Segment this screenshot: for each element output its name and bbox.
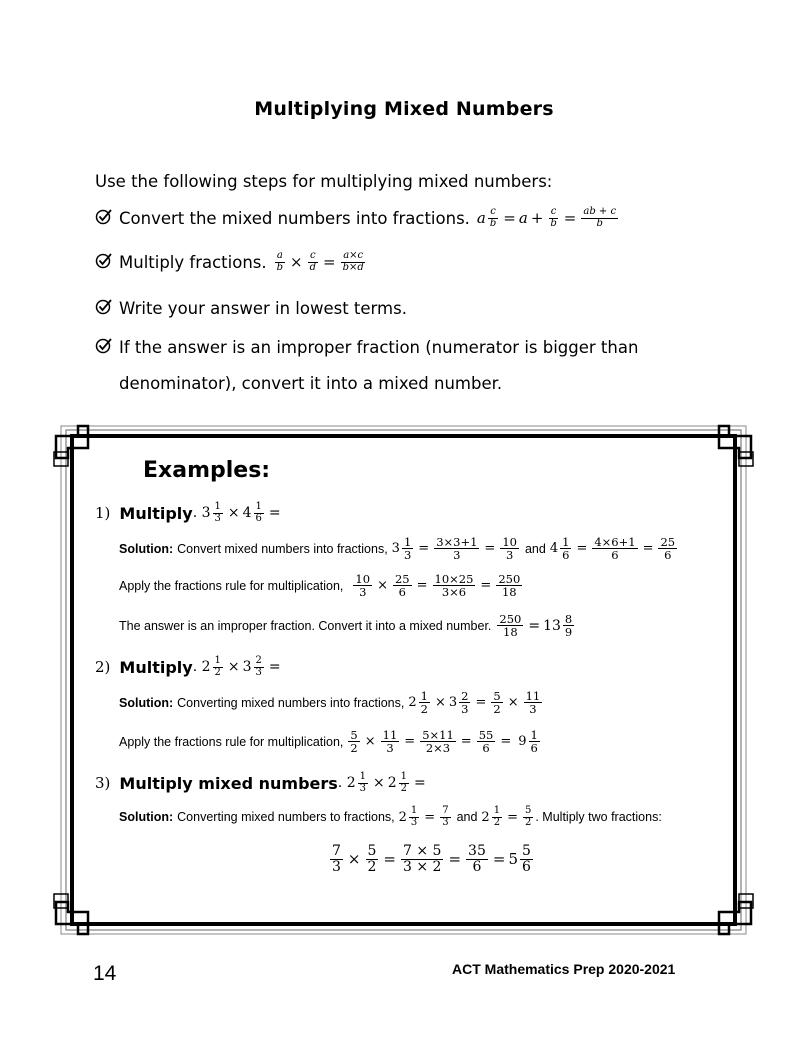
example-1-question	[95, 502, 284, 524]
example-3-conversion-2: 2 $\frac{1}{2}$ = $\frac{5}{2}$	[481, 805, 532, 828]
step-text: Write your answer in lowest terms.	[119, 298, 407, 318]
example-3-expression: . 2 $\frac{1}{3}$ × 2 $\frac{1}{2}$ =	[337, 771, 426, 794]
page-title: Multiplying Mixed Numbers	[254, 98, 554, 120]
solution-text: Converting mixed numbers into fractions,	[177, 695, 405, 710]
example-2-expression: . 2 $\frac{1}{2}$ × 3 $\frac{2}{3}$ =	[192, 655, 281, 678]
example-2-question	[95, 656, 284, 678]
example-1-expression: . 3 $\frac{1}{3}$ × 4 $\frac{1}{6}$ =	[192, 501, 281, 524]
solution-text: . Multiply two fractions:	[535, 810, 662, 824]
example-number: 2)	[95, 658, 111, 676]
step-2	[95, 251, 368, 273]
example-1-multiply	[119, 573, 524, 598]
solution-label: Solution:	[119, 695, 174, 710]
step-text: Multiply fractions.	[119, 252, 267, 272]
example-2-conversion: 2 $\frac{1}{2}$ × 3 $\frac{2}{3}$ = $\frac{5}{2}$ × $\frac{11}{3}$	[408, 689, 541, 717]
example-1-answer	[119, 613, 576, 638]
step-4-continued: denominator), convert it into a mixed number.	[119, 374, 503, 393]
example-3-solution	[119, 806, 662, 828]
example-number: 1)	[95, 504, 111, 522]
example-1-solution	[119, 536, 679, 561]
examples-heading: Examples:	[143, 458, 271, 483]
step-3	[95, 297, 407, 319]
step-text: If the answer is an improper fraction (numerator is bigger than	[119, 337, 639, 357]
intro-text: Use the following steps for multiplying mixed numbers:	[95, 172, 553, 191]
example-3-question	[95, 772, 429, 794]
and-text: and	[456, 810, 478, 824]
example-label: Multiply mixed numbers	[119, 773, 338, 793]
mixed-to-fraction-formula: a $\frac{c}{b}$ = a + $\frac{c}{b}$ = $\frac{ab + c}{b}$	[476, 206, 617, 229]
solution-label: Solution:	[119, 541, 174, 556]
example-1-product: $\frac{10}{3}$ × $\frac{25}{6}$ = $\frac{10\times 25}{3\times 6}$ = $\frac{250}{18}$	[355, 572, 521, 600]
check-circle-icon	[95, 297, 115, 319]
example-1-conversion-2: 4 $\frac{1}{6}$ = $\frac{4\times 6+1}{6}$ = $\frac{25}{6}$	[549, 535, 676, 563]
page-number: 14	[93, 962, 117, 985]
solution-text: The answer is an improper fraction. Convert it into a mixed number.	[119, 618, 492, 633]
book-title: ACT Mathematics Prep 2020-2021	[452, 961, 676, 977]
example-label: Multiply	[119, 503, 193, 523]
solution-label: Solution:	[119, 810, 174, 824]
example-2-multiply	[119, 729, 542, 754]
check-circle-icon	[95, 207, 115, 229]
and-text: and	[524, 541, 546, 556]
example-number: 3)	[95, 774, 111, 792]
example-2-product: $\frac{5}{2}$ × $\frac{11}{3}$ = $\frac{5\times 11}{2\times 3}$ = $\frac{55}{6}$ = 9 $\frac{1}{6}$	[350, 728, 538, 756]
step-text: Convert the mixed numbers into fractions.	[119, 208, 470, 228]
example-2-solution	[119, 690, 544, 715]
example-1-conversion: 3 $\frac{1}{3}$ = $\frac{3\times 3+1}{3}$ = $\frac{10}{3}$	[391, 535, 517, 563]
check-circle-icon	[95, 336, 115, 358]
solution-text: Converting mixed numbers to fractions,	[177, 810, 395, 824]
example-3-conversion: 2 $\frac{1}{3}$ = $\frac{7}{3}$	[398, 805, 449, 828]
step-1	[95, 207, 620, 229]
step-4	[95, 336, 638, 358]
example-1-result: $\frac{250}{18}$ = 13 $\frac{8}{9}$	[499, 612, 573, 640]
check-circle-icon	[95, 251, 115, 273]
solution-text: Convert mixed numbers into fractions,	[177, 541, 388, 556]
example-label: Multiply	[119, 657, 193, 677]
solution-text: Apply the fractions rule for multiplication,	[119, 734, 344, 749]
solution-text: Apply the fractions rule for multiplication,	[119, 578, 344, 593]
fraction-multiply-formula: $\frac{a}{b}$ × $\frac{c}{d}$ = $\frac{a\times c}{b\times d}$	[276, 250, 364, 273]
example-3-result: $\frac{7}{3}$ × $\frac{5}{2}$ = $\frac{7 \times 5}{3 \times 2}$ = $\frac{35}{6}$ = 5 $\frac{5}{6}$	[332, 843, 531, 875]
